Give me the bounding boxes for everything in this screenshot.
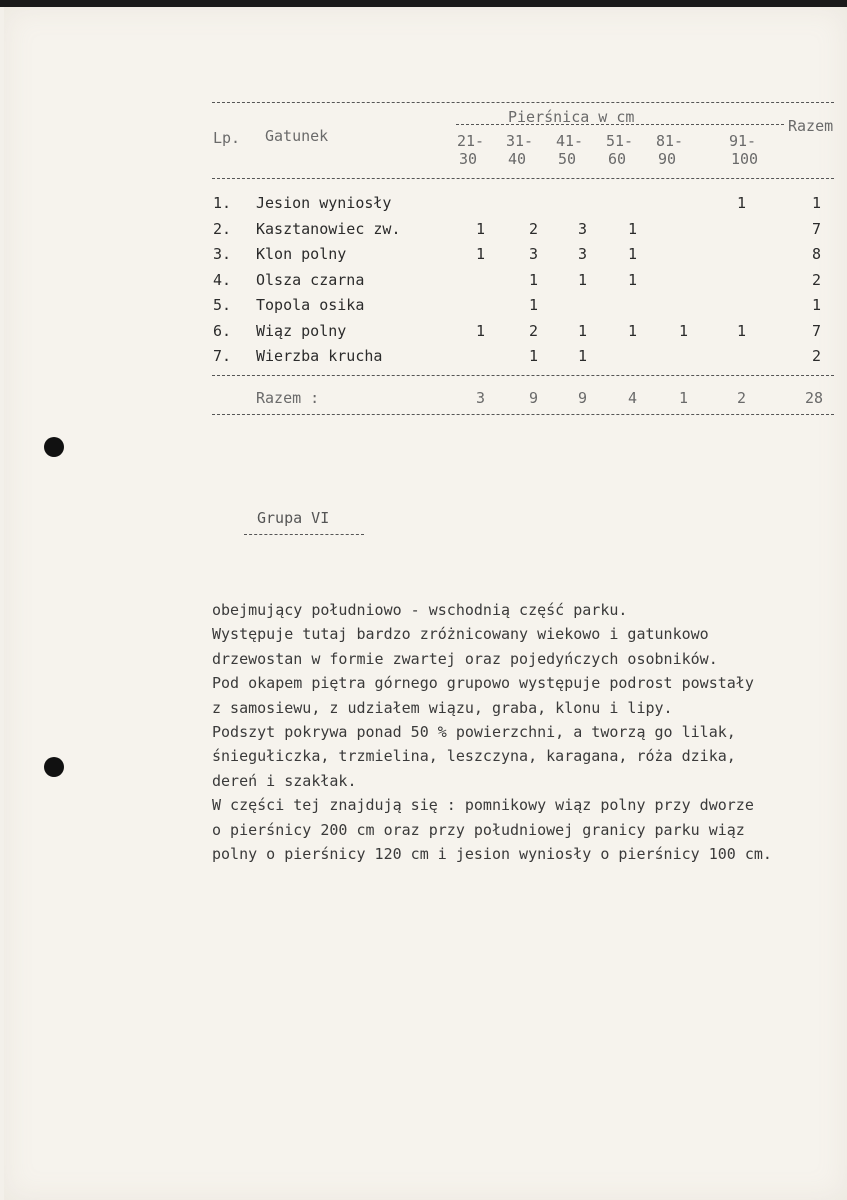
row-total: 8: [812, 245, 822, 263]
row-total: 7: [812, 321, 822, 340]
row-total: 2: [812, 347, 822, 365]
section-paragraph: [212, 598, 772, 866]
sum-cell-value: 3: [476, 389, 486, 407]
sum-label: Razem :: [256, 389, 320, 407]
punch-hole-bottom: [44, 757, 64, 777]
table-top-rule: [212, 102, 834, 103]
row-species-name: Klon polny: [256, 245, 347, 263]
row-cell-value: 1: [476, 245, 486, 263]
header-range-top: 21-: [457, 132, 485, 150]
header-dbh-group: Pierśnica w cm: [508, 108, 635, 126]
row-cell-value: 1: [529, 270, 539, 289]
header-range-bottom: 100: [731, 150, 759, 168]
row-cell-value: 3: [578, 245, 588, 263]
row-cell-value: 2: [529, 219, 539, 238]
paragraph-line: Występuje tutaj bardzo zróżnicowany wiekowo i gatunkowo: [212, 625, 709, 644]
paragraph-line: drzewostan w formie zwartej oraz pojedyńczych osobników.: [212, 649, 718, 668]
row-cell-value: 3: [529, 245, 539, 263]
header-species: Gatunek: [265, 127, 329, 145]
punch-hole-top: [44, 437, 64, 457]
row-cell-value: 1: [578, 270, 588, 289]
row-lp: 3.: [213, 245, 232, 263]
paragraph-line: W części tej znajdują się : pomnikowy wiąz polny przy dworze: [212, 796, 754, 815]
paragraph-line: polny o pierśnicy 120 cm i jesion wyniosły o pierśnicy 100 cm.: [212, 844, 772, 863]
row-species-name: Wierzba krucha: [256, 347, 383, 365]
header-range-top: 31-: [506, 132, 534, 150]
paragraph-line: Podszyt pokrywa ponad 50 % powierzchni, a tworzą go lilak,: [212, 722, 736, 741]
section-heading: Grupa VI: [257, 509, 330, 527]
header-range-top: 51-: [606, 132, 634, 150]
row-species-name: Olsza czarna: [256, 270, 365, 289]
row-total: 2: [812, 270, 822, 289]
row-lp: 7.: [213, 347, 232, 365]
header-bottom-rule: [212, 178, 834, 179]
header-range-bottom: 40: [508, 150, 527, 168]
row-lp: 6.: [213, 321, 232, 340]
row-cell-value: 3: [578, 219, 588, 238]
sum-total: 28: [805, 389, 824, 407]
row-cell-value: 1: [529, 296, 539, 314]
section-heading-underline: [244, 534, 364, 535]
paragraph-line: dereń i szakłak.: [212, 771, 357, 790]
row-total: 7: [812, 219, 822, 238]
header-range-top: 91-: [729, 132, 757, 150]
row-lp: 1.: [213, 194, 232, 212]
sum-cell-value: 2: [737, 389, 747, 407]
row-cell-value: 1: [628, 321, 638, 340]
row-cell-value: 1: [628, 270, 638, 289]
row-cell-value: 2: [529, 321, 539, 340]
paragraph-line: Pod okapem piętra górnego grupowo występuje podrost powstały: [212, 674, 754, 693]
row-species-name: Wiąz polny: [256, 321, 347, 340]
header-total: Razem: [788, 117, 834, 135]
row-species-name: Kasztanowiec zw.: [256, 219, 401, 238]
header-group-rule: [456, 124, 784, 125]
row-cell-value: 1: [476, 219, 486, 238]
paragraph-line: z samosiewu, z udziałem wiązu, graba, klonu i lipy.: [212, 698, 673, 717]
row-cell-value: 1: [737, 194, 747, 212]
header-range-bottom: 90: [658, 150, 677, 168]
paragraph-line: śniegułiczka, trzmielina, leszczyna, karagana, róża dzika,: [212, 747, 736, 766]
header-range-top: 41-: [556, 132, 584, 150]
row-species-name: Jesion wyniosły: [256, 194, 392, 212]
sum-cell-value: 4: [628, 389, 638, 407]
sum-cell-value: 9: [529, 389, 539, 407]
header-range-bottom: 50: [558, 150, 577, 168]
row-cell-value: 1: [628, 219, 638, 238]
scan-top-edge: [0, 0, 847, 7]
sum-bottom-rule: [212, 414, 834, 415]
row-cell-value: 1: [679, 321, 689, 340]
row-cell-value: 1: [737, 321, 747, 340]
row-total: 1: [812, 194, 822, 212]
row-cell-value: 1: [529, 347, 539, 365]
row-lp: 5.: [213, 296, 232, 314]
row-lp: 4.: [213, 270, 232, 289]
row-cell-value: 1: [476, 321, 486, 340]
sum-top-rule: [212, 375, 834, 376]
header-range-bottom: 30: [459, 150, 478, 168]
paragraph-line: o pierśnicy 200 cm oraz przy południowej granicy parku wiąz: [212, 820, 745, 839]
row-total: 1: [812, 296, 822, 314]
row-cell-value: 1: [628, 245, 638, 263]
header-range-top: 81-: [656, 132, 684, 150]
sum-cell-value: 9: [578, 389, 588, 407]
row-cell-value: 1: [578, 321, 588, 340]
row-lp: 2.: [213, 219, 232, 238]
row-cell-value: 1: [578, 347, 588, 365]
sum-cell-value: 1: [679, 389, 689, 407]
row-species-name: Topola osika: [256, 296, 365, 314]
header-lp: Lp.: [213, 129, 241, 147]
paragraph-line: obejmujący południowo - wschodnią część parku.: [212, 601, 628, 619]
header-range-bottom: 60: [608, 150, 627, 168]
